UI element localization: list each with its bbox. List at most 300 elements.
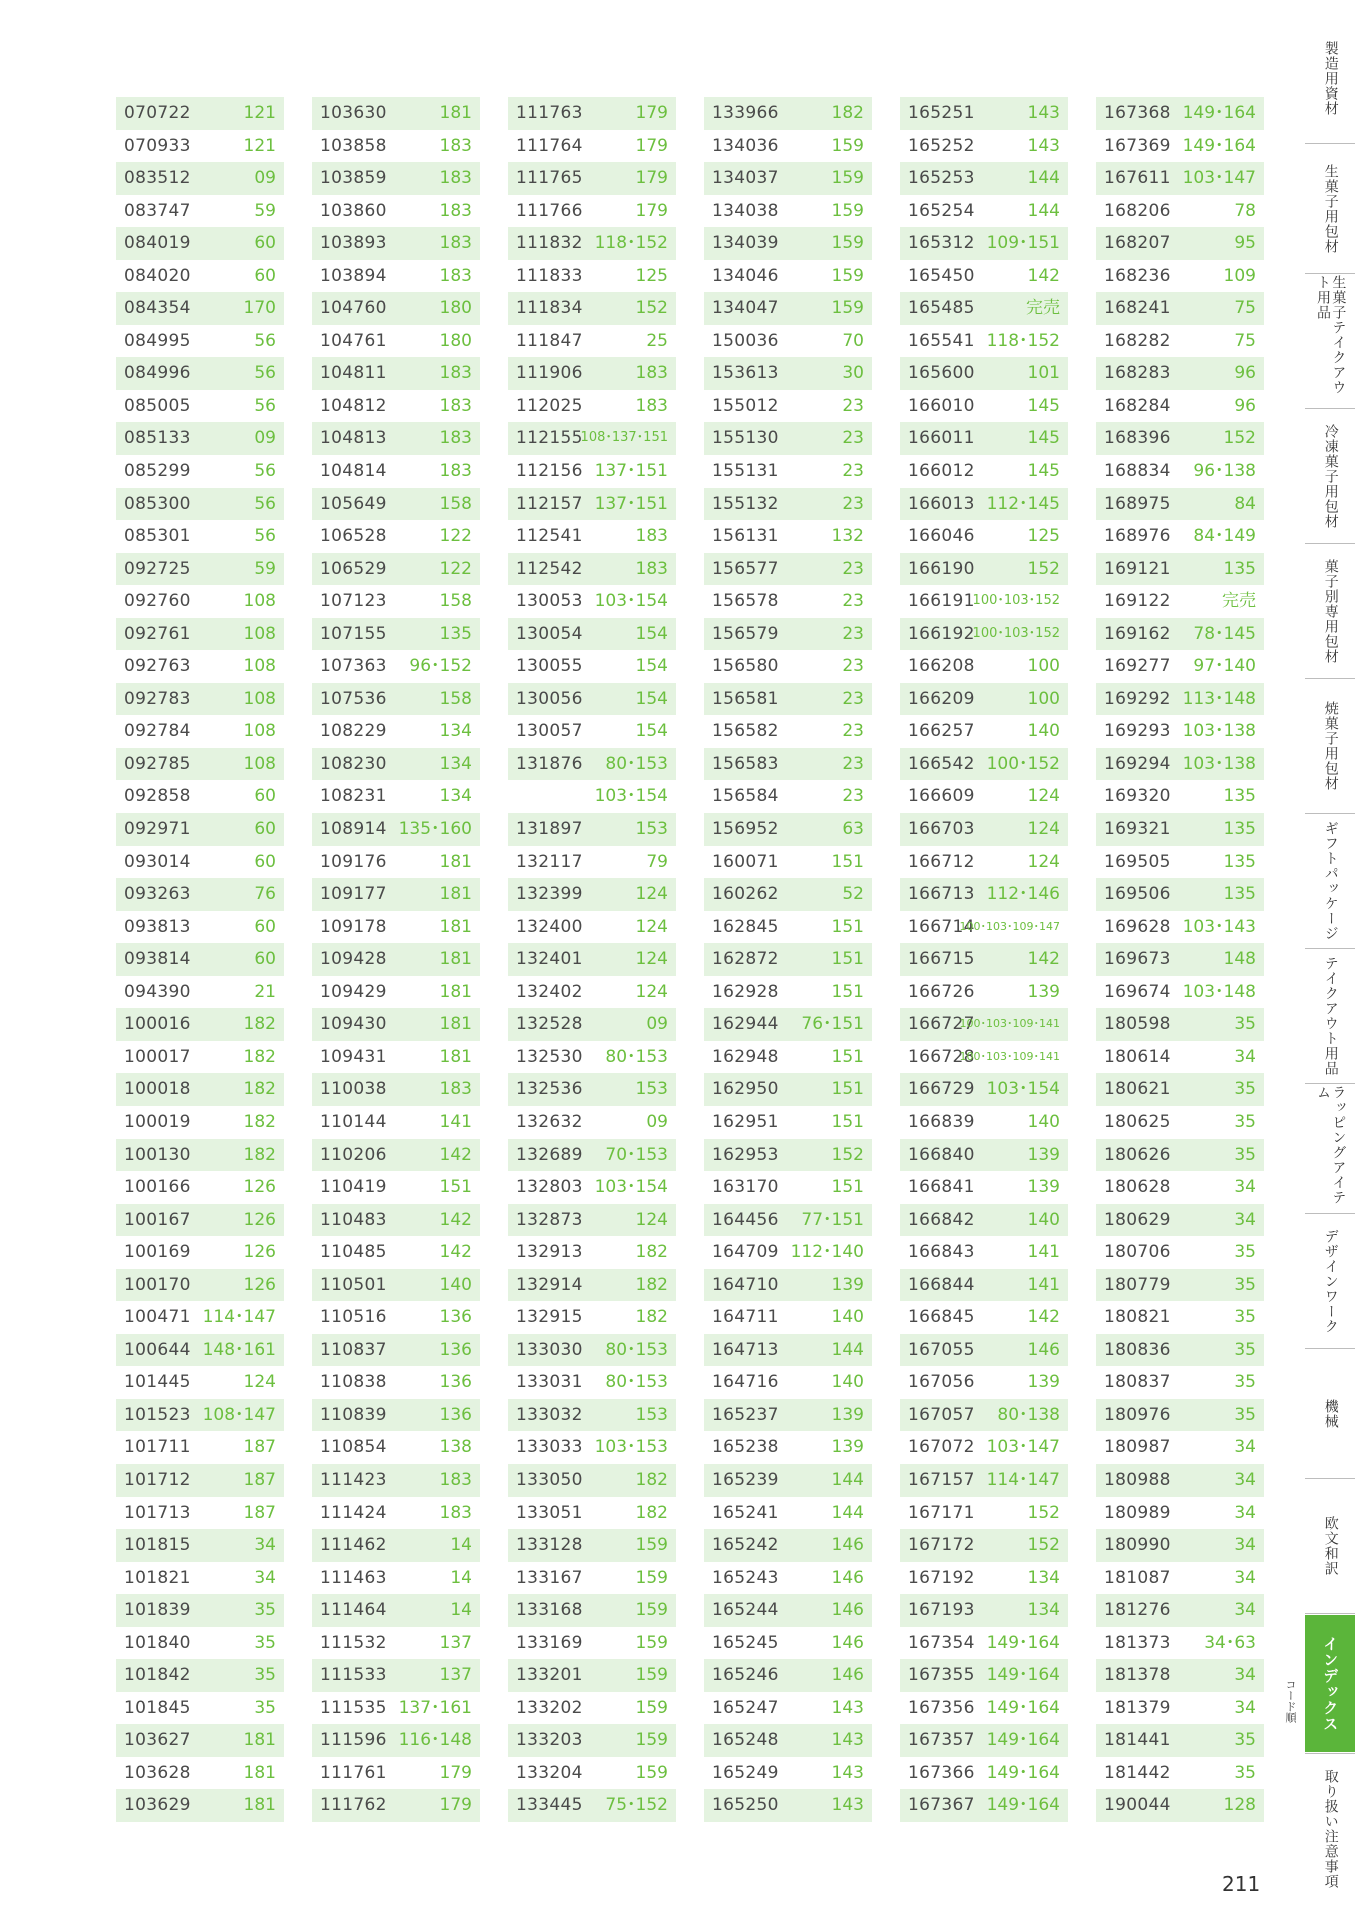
- index-row: [704, 943, 872, 976]
- section-tab-label: 冷凍菓子用包材: [1322, 423, 1339, 529]
- tab-divider: [1305, 1348, 1355, 1349]
- index-row: [116, 97, 284, 130]
- product-code: 092784: [124, 721, 191, 742]
- page-reference: 148: [1223, 949, 1256, 970]
- index-row: [116, 1497, 284, 1530]
- page-reference: 112･140: [790, 1242, 864, 1263]
- page-reference: 179: [439, 1762, 472, 1783]
- product-code: 111833: [516, 265, 583, 286]
- page-reference: 182: [243, 1111, 276, 1132]
- index-row: [312, 227, 480, 260]
- product-code: 167172: [908, 1535, 975, 1556]
- page-reference: 75･152: [605, 1795, 668, 1816]
- index-row: [116, 1431, 284, 1464]
- product-code: 165241: [712, 1502, 779, 1523]
- product-code: 180779: [1104, 1274, 1171, 1295]
- page-reference: 103･153: [594, 1437, 668, 1458]
- page-reference: 140: [831, 1307, 864, 1328]
- page-reference: 158: [439, 688, 472, 709]
- page-reference: 152: [1027, 1535, 1060, 1556]
- index-row: [312, 683, 480, 716]
- product-code: 130057: [516, 721, 583, 742]
- index-row: [900, 1171, 1068, 1204]
- index-row: [508, 846, 676, 879]
- product-code: 132915: [516, 1307, 583, 1328]
- product-code: 180625: [1104, 1111, 1171, 1132]
- page-reference: 97･140: [1193, 656, 1256, 677]
- product-code: 093814: [124, 949, 191, 970]
- index-row: [704, 1269, 872, 1302]
- page-reference: 60: [254, 916, 276, 937]
- product-code: 101815: [124, 1535, 191, 1556]
- product-code: 180989: [1104, 1502, 1171, 1523]
- index-row: [900, 1692, 1068, 1725]
- product-code: 132536: [516, 1079, 583, 1100]
- page-reference: 09: [254, 428, 276, 449]
- product-code: 092761: [124, 623, 191, 644]
- page-reference: 183: [439, 1469, 472, 1490]
- index-row: [508, 911, 676, 944]
- section-tab[interactable]: [1305, 545, 1355, 677]
- index-row: [1096, 292, 1264, 325]
- page-reference: 23: [842, 428, 864, 449]
- page-reference: 103･154: [594, 591, 668, 612]
- index-row: [1096, 455, 1264, 488]
- product-code: 084020: [124, 265, 191, 286]
- index-row: [704, 1073, 872, 1106]
- page-reference: 35: [1234, 1307, 1256, 1328]
- index-row: [1096, 650, 1264, 683]
- index-row: [312, 292, 480, 325]
- page-reference: 103･147: [1182, 168, 1256, 189]
- index-row: [508, 585, 676, 618]
- product-code: 100170: [124, 1274, 191, 1295]
- index-row: [1096, 1366, 1264, 1399]
- index-row: [900, 878, 1068, 911]
- page-reference: 183: [439, 1502, 472, 1523]
- page-reference: 144: [831, 1469, 864, 1490]
- section-tab[interactable]: [1305, 15, 1355, 142]
- page-reference: 179: [635, 168, 668, 189]
- product-code: 164710: [712, 1274, 779, 1295]
- product-code: 111423: [320, 1469, 387, 1490]
- page-reference: 137･151: [594, 493, 668, 514]
- index-row: [1096, 1399, 1264, 1432]
- index-row: [508, 1529, 676, 1562]
- section-tab[interactable]: [1305, 410, 1355, 542]
- product-code: 166713: [908, 884, 975, 905]
- index-row: [704, 585, 872, 618]
- page-reference: 124: [635, 884, 668, 905]
- index-row: [312, 1236, 480, 1269]
- index-row: [1096, 683, 1264, 716]
- page-reference: 108: [243, 656, 276, 677]
- product-code: 092785: [124, 753, 191, 774]
- page-reference: 128: [1223, 1795, 1256, 1816]
- page-reference: 151: [831, 1177, 864, 1198]
- index-row: [900, 195, 1068, 228]
- section-tab[interactable]: [1305, 1480, 1355, 1612]
- product-code: 166842: [908, 1209, 975, 1230]
- page-reference: 70･153: [605, 1144, 668, 1165]
- product-code: 180837: [1104, 1372, 1171, 1393]
- page-reference: 159: [831, 135, 864, 156]
- page-reference: 完売: [1222, 591, 1256, 612]
- product-code: 166012: [908, 461, 975, 482]
- index-row: [116, 1236, 284, 1269]
- index-row: [312, 1366, 480, 1399]
- page-reference: 139: [1027, 1177, 1060, 1198]
- index-row: [508, 1171, 676, 1204]
- index-row: [508, 618, 676, 651]
- tab-divider: [1305, 1213, 1355, 1214]
- page-reference: 135: [439, 623, 472, 644]
- section-tab[interactable]: [1305, 275, 1355, 407]
- page-reference: 100･103･152: [972, 593, 1060, 609]
- page-reference: 126: [243, 1209, 276, 1230]
- index-row: [1096, 1757, 1264, 1790]
- page-reference: 125: [635, 265, 668, 286]
- page-reference: 109: [1223, 265, 1256, 286]
- index-row: [704, 1659, 872, 1692]
- section-tab-label: ラッピングアイテム: [1315, 1085, 1347, 1205]
- product-code: 110839: [320, 1404, 387, 1425]
- product-code: 156131: [712, 526, 779, 547]
- index-row: [508, 1464, 676, 1497]
- index-row: [312, 1659, 480, 1692]
- product-code: 168241: [1104, 298, 1171, 319]
- index-row: [704, 1008, 872, 1041]
- section-tab[interactable]: [1305, 1350, 1355, 1477]
- product-code: 164709: [712, 1242, 779, 1263]
- index-row: [704, 780, 872, 813]
- page-reference: 132: [831, 526, 864, 547]
- product-code: 180629: [1104, 1209, 1171, 1230]
- section-tab[interactable]: [1305, 1215, 1355, 1347]
- product-code: 104761: [320, 330, 387, 351]
- page-reference: 170: [243, 298, 276, 319]
- index-row: [116, 1073, 284, 1106]
- index-row: [704, 618, 872, 651]
- page-reference: 136: [439, 1372, 472, 1393]
- page-reference: 183: [439, 1079, 472, 1100]
- index-row: [1096, 1041, 1264, 1074]
- product-code: 103894: [320, 265, 387, 286]
- page-reference: 126: [243, 1242, 276, 1263]
- page-reference: 134: [1027, 1567, 1060, 1588]
- section-tab[interactable]: [1305, 1615, 1355, 1752]
- section-tab[interactable]: [1305, 815, 1355, 947]
- product-code: 085005: [124, 395, 191, 416]
- page-reference: 109･151: [986, 233, 1060, 254]
- product-code: 166208: [908, 656, 975, 677]
- index-row: [508, 325, 676, 358]
- product-code: 131897: [516, 819, 583, 840]
- section-tab[interactable]: [1305, 145, 1355, 272]
- product-code: 181379: [1104, 1697, 1171, 1718]
- index-row: [508, 195, 676, 228]
- page-reference: 56: [254, 461, 276, 482]
- section-tab[interactable]: [1305, 680, 1355, 812]
- page-reference: 159: [635, 1762, 668, 1783]
- index-row: [312, 1529, 480, 1562]
- page-reference: 124: [1027, 851, 1060, 872]
- page-reference: 23: [842, 395, 864, 416]
- page-reference: 181: [439, 884, 472, 905]
- page-reference: 95: [1234, 233, 1256, 254]
- index-row: [1096, 1334, 1264, 1367]
- section-tab[interactable]: [1305, 1085, 1355, 1212]
- page-reference: 137･161: [398, 1697, 472, 1718]
- page-reference: 151: [831, 851, 864, 872]
- page-reference: 34: [1234, 1177, 1256, 1198]
- product-code: 165244: [712, 1600, 779, 1621]
- product-code: 093813: [124, 916, 191, 937]
- product-code: 180987: [1104, 1437, 1171, 1458]
- page-reference: 34: [1234, 1209, 1256, 1230]
- index-row: [1096, 1139, 1264, 1172]
- product-code: 133030: [516, 1339, 583, 1360]
- product-code: 165251: [908, 103, 975, 123]
- index-row: [508, 1757, 676, 1790]
- index-row: [900, 1464, 1068, 1497]
- product-code: 165237: [712, 1404, 779, 1425]
- index-row: [900, 1073, 1068, 1106]
- product-code: 111463: [320, 1567, 387, 1588]
- product-code: 111847: [516, 330, 583, 351]
- page-reference: 144: [831, 1502, 864, 1523]
- index-row: [116, 813, 284, 846]
- page-reference: 60: [254, 786, 276, 807]
- product-code: 167055: [908, 1339, 975, 1360]
- product-code: 165541: [908, 330, 975, 351]
- index-row: [1096, 1659, 1264, 1692]
- product-code: 101842: [124, 1665, 191, 1686]
- product-code: 111532: [320, 1632, 387, 1653]
- product-code: 104760: [320, 298, 387, 319]
- index-row: [116, 976, 284, 1009]
- page-reference: 63: [842, 819, 864, 840]
- page-reference: 23: [842, 591, 864, 612]
- page-reference: 137: [439, 1632, 472, 1653]
- index-row: [116, 1041, 284, 1074]
- page-reference: 80･138: [997, 1404, 1060, 1425]
- index-row: [312, 976, 480, 1009]
- page-reference: 137･151: [594, 461, 668, 482]
- index-row: [1096, 162, 1264, 195]
- product-code: 156579: [712, 623, 779, 644]
- page-reference: 136: [439, 1404, 472, 1425]
- index-row: [1096, 846, 1264, 879]
- page-reference: 181: [439, 851, 472, 872]
- product-code: 110038: [320, 1079, 387, 1100]
- index-row: [1096, 1562, 1264, 1595]
- tab-divider: [1305, 1083, 1355, 1084]
- index-row: [312, 130, 480, 163]
- product-code: 169294: [1104, 753, 1171, 774]
- product-code: 168284: [1104, 395, 1171, 416]
- product-code: 085300: [124, 493, 191, 514]
- product-code: 101712: [124, 1469, 191, 1490]
- product-code: 167369: [1104, 135, 1171, 156]
- index-row: [508, 683, 676, 716]
- page-reference: 30: [842, 363, 864, 384]
- section-tab[interactable]: [1305, 950, 1355, 1082]
- page-reference: 35: [1234, 1242, 1256, 1263]
- page-reference: 183: [439, 135, 472, 156]
- index-row: [312, 1562, 480, 1595]
- product-code: 156584: [712, 786, 779, 807]
- page-reference: 140: [1027, 1209, 1060, 1230]
- index-row: [116, 488, 284, 521]
- index-row: [704, 650, 872, 683]
- product-code: 180598: [1104, 1014, 1171, 1035]
- index-row: [116, 943, 284, 976]
- index-row: [312, 195, 480, 228]
- index-row: [508, 1041, 676, 1074]
- page-reference: 124: [1027, 819, 1060, 840]
- index-row: [116, 195, 284, 228]
- index-row: [116, 1269, 284, 1302]
- product-code: 166192: [908, 623, 975, 644]
- product-code: 107363: [320, 656, 387, 677]
- product-code: 165238: [712, 1437, 779, 1458]
- product-code: 093263: [124, 884, 191, 905]
- tab-divider: [1305, 948, 1355, 949]
- page-reference: 154: [635, 656, 668, 677]
- index-row: [508, 422, 676, 455]
- page-number: 211: [1222, 1872, 1261, 1896]
- product-code: 164716: [712, 1372, 779, 1393]
- index-row: [508, 813, 676, 846]
- index-row: [900, 162, 1068, 195]
- product-code: 132402: [516, 981, 583, 1002]
- page-reference: 183: [635, 395, 668, 416]
- page-reference: 136: [439, 1339, 472, 1360]
- product-code: 092725: [124, 558, 191, 579]
- index-column: [312, 97, 480, 1822]
- product-code: 111462: [320, 1535, 387, 1556]
- page-reference: 181: [439, 981, 472, 1002]
- product-code: 112157: [516, 493, 583, 514]
- page-reference: 80･153: [605, 1339, 668, 1360]
- page-reference: 139: [1027, 981, 1060, 1002]
- product-code: 166845: [908, 1307, 975, 1328]
- page-reference: 135: [1223, 851, 1256, 872]
- page-reference: 153: [635, 819, 668, 840]
- index-row: [116, 1659, 284, 1692]
- page-reference: 100: [1027, 656, 1060, 677]
- product-code: 084354: [124, 298, 191, 319]
- page-reference: 187: [243, 1502, 276, 1523]
- product-code: 165312: [908, 233, 975, 254]
- index-column: [704, 97, 872, 1822]
- index-row: [508, 976, 676, 1009]
- page-reference: 135: [1223, 819, 1256, 840]
- index-row: [116, 227, 284, 260]
- page-reference: 60: [254, 851, 276, 872]
- page-reference: 182: [243, 1144, 276, 1165]
- product-code: 165249: [712, 1762, 779, 1783]
- product-code: 162951: [712, 1111, 779, 1132]
- product-code: 083512: [124, 168, 191, 189]
- page-reference: 143: [1027, 135, 1060, 156]
- page-reference: 181: [439, 1014, 472, 1035]
- product-code: 162944: [712, 1014, 779, 1035]
- page-reference: 159: [635, 1535, 668, 1556]
- product-code: 169320: [1104, 786, 1171, 807]
- page-reference: 152: [1027, 558, 1060, 579]
- page-reference: 103･143: [1182, 916, 1256, 937]
- product-code: 133032: [516, 1404, 583, 1425]
- product-code: 132689: [516, 1144, 583, 1165]
- index-row: [116, 1757, 284, 1790]
- product-code: 134038: [712, 200, 779, 221]
- product-code: 181373: [1104, 1632, 1171, 1653]
- product-code: 162928: [712, 981, 779, 1002]
- product-code: 132530: [516, 1046, 583, 1067]
- page-reference: 56: [254, 330, 276, 351]
- index-row: [312, 97, 480, 130]
- index-row: [704, 1366, 872, 1399]
- index-row: [116, 1008, 284, 1041]
- index-row: [508, 1789, 676, 1822]
- page-reference: 182: [635, 1242, 668, 1263]
- page-reference: 183: [439, 265, 472, 286]
- index-row: [312, 1594, 480, 1627]
- product-code: 166840: [908, 1144, 975, 1165]
- product-code: 180614: [1104, 1046, 1171, 1067]
- product-code: 180976: [1104, 1404, 1171, 1425]
- page-reference: 159: [831, 168, 864, 189]
- product-code: 168396: [1104, 428, 1171, 449]
- index-row: [704, 130, 872, 163]
- index-row: [704, 390, 872, 423]
- page-reference: 183: [439, 233, 472, 254]
- index-row: [312, 618, 480, 651]
- product-code: 132873: [516, 1209, 583, 1230]
- index-row: [900, 97, 1068, 130]
- tab-divider: [1305, 678, 1355, 679]
- product-code: 132632: [516, 1111, 583, 1132]
- page-reference: 35: [1234, 1014, 1256, 1035]
- index-row: [704, 260, 872, 293]
- product-code: 110483: [320, 1209, 387, 1230]
- index-row: [1096, 1301, 1264, 1334]
- index-row: [900, 325, 1068, 358]
- product-code: 180626: [1104, 1144, 1171, 1165]
- product-code: 112542: [516, 558, 583, 579]
- page-reference: 135: [1223, 786, 1256, 807]
- product-code: 106528: [320, 526, 387, 547]
- product-code: 166191: [908, 591, 975, 612]
- product-code: 168283: [1104, 363, 1171, 384]
- index-row: [704, 520, 872, 553]
- product-code: 108914: [320, 819, 387, 840]
- product-code: 130056: [516, 688, 583, 709]
- page-reference: 80･153: [605, 753, 668, 774]
- product-code: 160262: [712, 884, 779, 905]
- index-row: [704, 227, 872, 260]
- index-row: [116, 878, 284, 911]
- product-code: 166841: [908, 1177, 975, 1198]
- page-reference: 35: [1234, 1144, 1256, 1165]
- index-row: [900, 488, 1068, 521]
- page-reference: 159: [635, 1632, 668, 1653]
- section-tab[interactable]: [1305, 1755, 1355, 1902]
- product-code: 155132: [712, 493, 779, 514]
- page-reference: 183: [439, 428, 472, 449]
